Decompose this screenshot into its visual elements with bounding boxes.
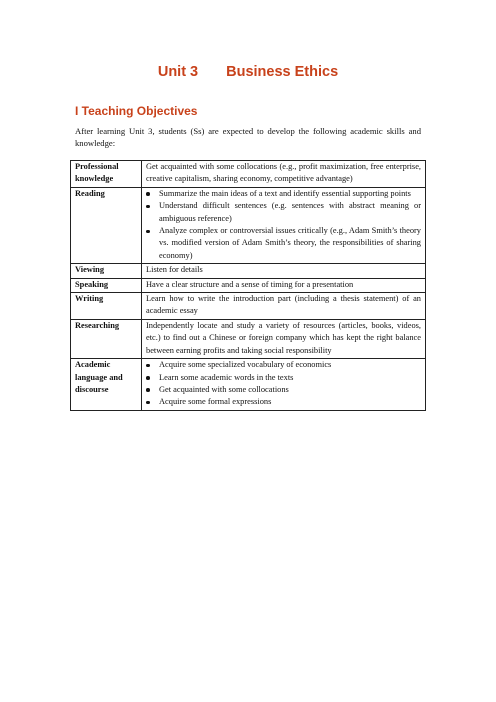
row-label: Speaking xyxy=(71,278,142,292)
list-item-text: Analyze complex or controversial issues critically (e.g., Adam Smith’s theory vs. modified version of Adam Smith’s theory, the responsibilities of sharing economy) xyxy=(159,226,421,260)
bullet-icon xyxy=(146,205,150,209)
list-item-text: Get acquainted with some collocations xyxy=(159,384,289,394)
intro-paragraph: After learning Unit 3, students (Ss) are expected to develop the following academic skills and knowledge: xyxy=(75,126,421,148)
row-label: Professional knowledge xyxy=(71,161,142,188)
row-text: Listen for details xyxy=(142,264,426,278)
list-item-text: Acquire some specialized vocabulary of economics xyxy=(159,360,332,370)
row-label: Academic language and discourse xyxy=(71,359,142,411)
bullet-icon xyxy=(146,364,150,368)
row-text: Have a clear structure and a sense of timing for a presentation xyxy=(142,278,426,292)
bullet-icon xyxy=(146,376,150,380)
list-item-text: Acquire some formal expressions xyxy=(159,397,272,407)
objectives-table xyxy=(70,160,426,411)
bullet-icon xyxy=(146,401,150,405)
list-item-text: Summarize the main ideas of a text and identify essential supporting points xyxy=(159,188,411,198)
table-row xyxy=(71,293,426,320)
table-row xyxy=(71,264,426,278)
bullet-icon xyxy=(146,230,150,234)
list-item xyxy=(146,384,421,396)
unit-number: Unit 3 xyxy=(157,64,199,80)
unit-title xyxy=(0,64,496,80)
row-bullets xyxy=(142,359,426,411)
row-label: Researching xyxy=(71,319,142,358)
bullet-icon xyxy=(146,388,150,392)
row-label: Writing xyxy=(71,293,142,320)
list-item xyxy=(146,200,421,225)
row-text: Independently locate and study a variety of resources (articles, books, videos, etc.) to find out a Chinese or foreign company which has kept the right balance between earning profits and taking social responsibility xyxy=(142,319,426,358)
list-item xyxy=(146,359,421,371)
row-text: Learn how to write the introduction part (including a thesis statement) of an academic essay xyxy=(142,293,426,320)
unit-name: Business Ethics xyxy=(226,64,339,80)
list-item-text: Learn some academic words in the texts xyxy=(159,372,294,382)
list-item xyxy=(146,396,421,408)
table-row xyxy=(71,161,426,188)
table-row xyxy=(71,359,426,411)
row-label: Reading xyxy=(71,187,142,263)
list-item xyxy=(146,188,421,200)
section-heading: I Teaching Objectives xyxy=(75,104,198,118)
table-row xyxy=(71,319,426,358)
list-item-text: Understand difficult sentences (e.g. sentences with abstract meaning or ambiguous reference) xyxy=(159,201,421,223)
row-text: Get acquainted with some collocations (e.g., profit maximization, free enterprise, creative capitalism, sharing economy, competitive advantage) xyxy=(142,161,426,188)
list-item xyxy=(146,372,421,384)
row-bullets xyxy=(142,187,426,263)
table-row xyxy=(71,278,426,292)
bullet-icon xyxy=(146,192,150,196)
table-row xyxy=(71,187,426,263)
row-label: Viewing xyxy=(71,264,142,278)
list-item xyxy=(146,225,421,262)
